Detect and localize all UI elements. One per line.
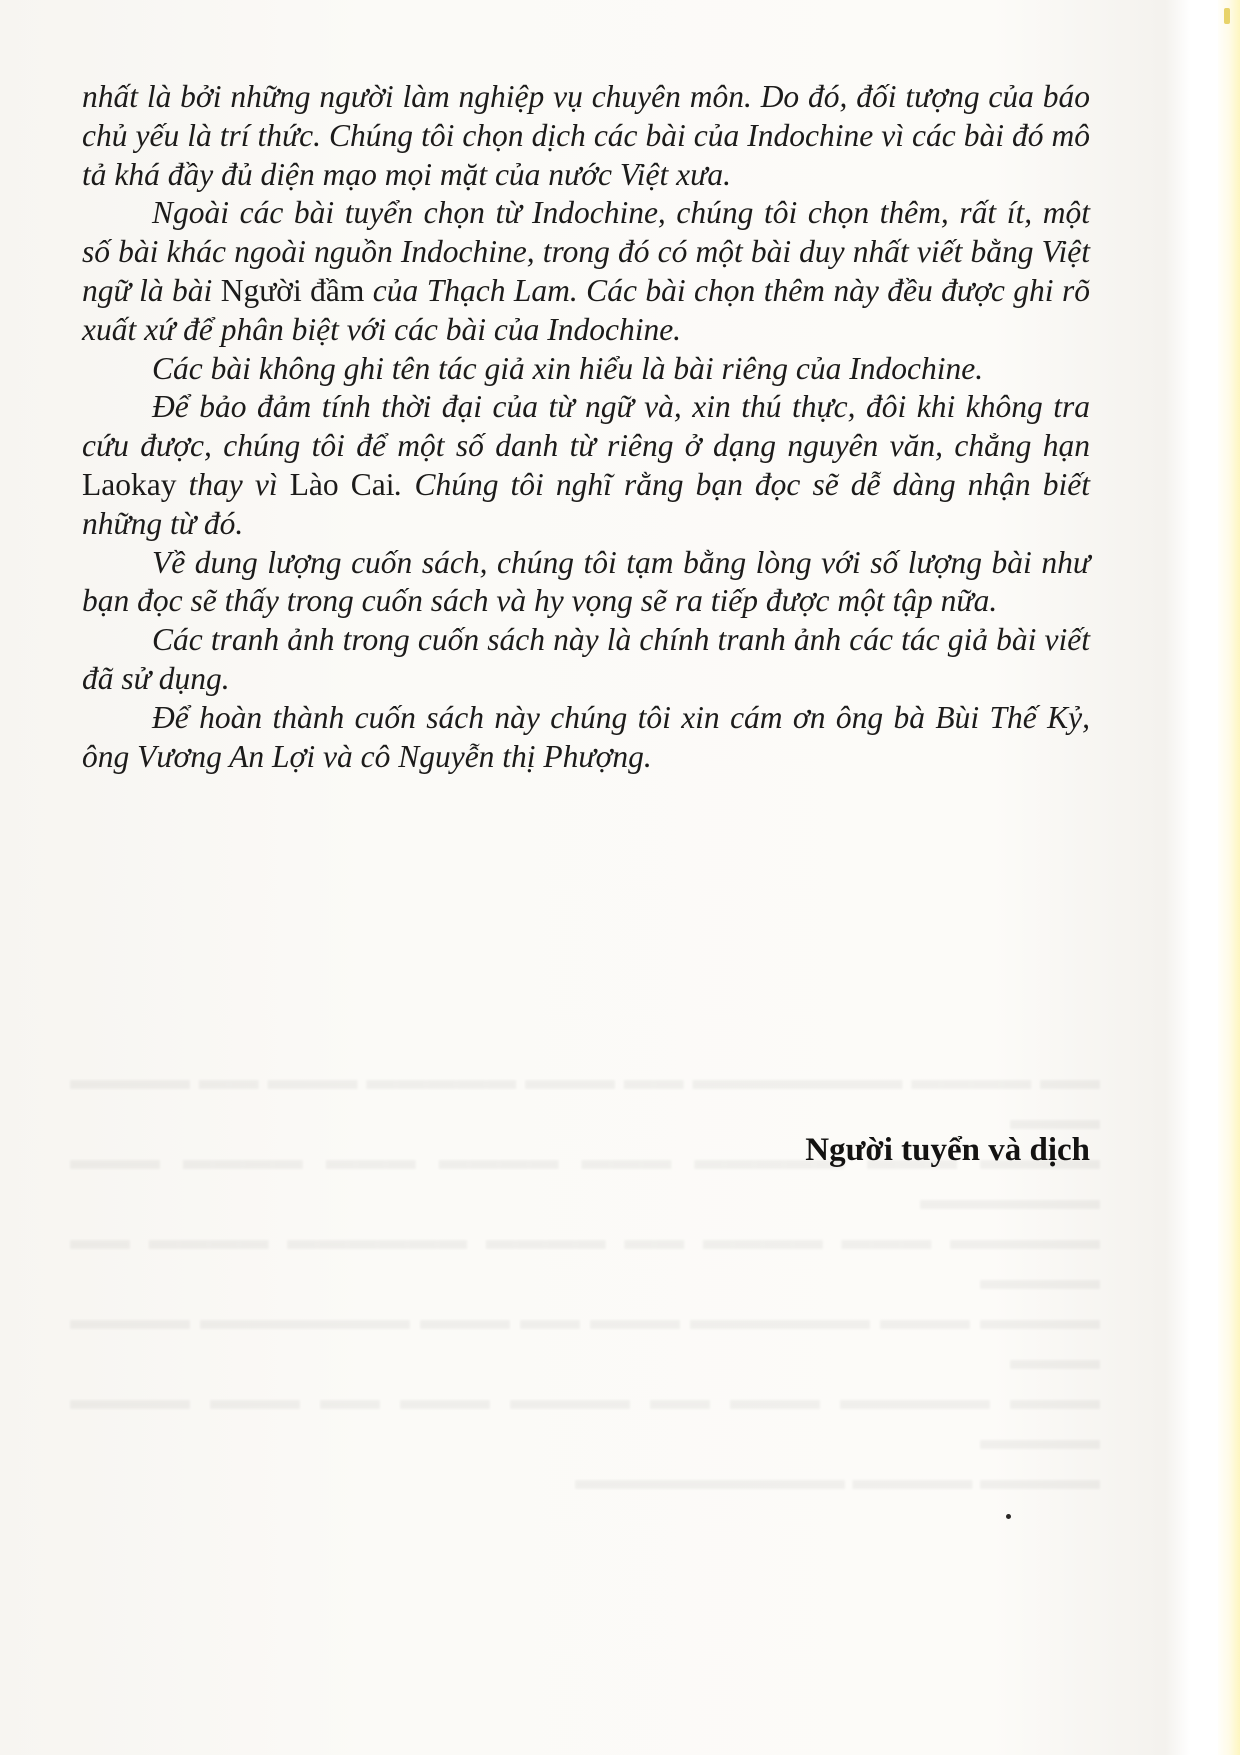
signature: Người tuyển và dịch — [805, 1132, 1090, 1168]
paragraph-3: Các bài không ghi tên tác giả xin hiểu là bài riêng của Indochine. — [152, 350, 984, 386]
paragraph-5: Về dung lượng cuốn sách, chúng tôi tạm bằng lòng với số lượng bài như bạn đọc sẽ thấy trong cuốn sách và hy vọng sẽ ra tiếp được một tập nữa. — [82, 544, 1090, 619]
paragraph-7: Để hoàn thành cuốn sách này chúng tôi xin cám ơn ông bà Bùi Thế Kỷ, ông Vương An Lợi và cô Nguyễn thị Phượng. — [82, 699, 1090, 774]
page-edge — [1218, 0, 1240, 1755]
show-through-text — [70, 1060, 1100, 1500]
title-nguoi-dam: Người đầm — [220, 272, 365, 308]
paragraph-6: Các tranh ảnh trong cuốn sách này là chính tranh ảnh các tác giả bài viết đã sử dụng. — [82, 622, 1090, 696]
term-laokay: Laokay — [82, 466, 177, 502]
speck — [1006, 1514, 1011, 1519]
term-lao-cai: Lào Cai — [289, 466, 395, 502]
paragraph-4: Để bảo đảm tính thời đại của từ ngữ và, xin thú thực, đôi khi không tra cứu được, chúng tôi để một số danh từ riêng ở dạng nguyên văn, chẳng hạn Laokay thay vì Lào Cai. Chúng tôi nghĩ rằng bạn đọc sẽ dễ dàng nhận biết những từ đó. — [82, 389, 1091, 541]
paragraph-2: Ngoài các bài tuyển chọn từ Indochine, chúng tôi chọn thêm, rất ít, một số bài khác ngoài nguồn Indochine, trong đó có một bài duy nhất viết bằng Việt ngữ là bài Người đầm của Thạch Lam. Các bài chọn thêm này đều được ghi rõ xuất xứ để phân biệt với các bài của Indochine. — [82, 195, 1090, 347]
edge-mark — [1224, 8, 1230, 24]
paragraph-1: nhất là bởi những người làm nghiệp vụ chuyên môn. Do đó, đối tượng của báo chủ yếu là trí thức. Chúng tôi chọn dịch các bài của Indochine vì các bài đó mô tả khá đầy đủ diện mạo mọi mặt của nước Việt xưa. — [82, 79, 1090, 192]
body-text — [82, 78, 1090, 776]
